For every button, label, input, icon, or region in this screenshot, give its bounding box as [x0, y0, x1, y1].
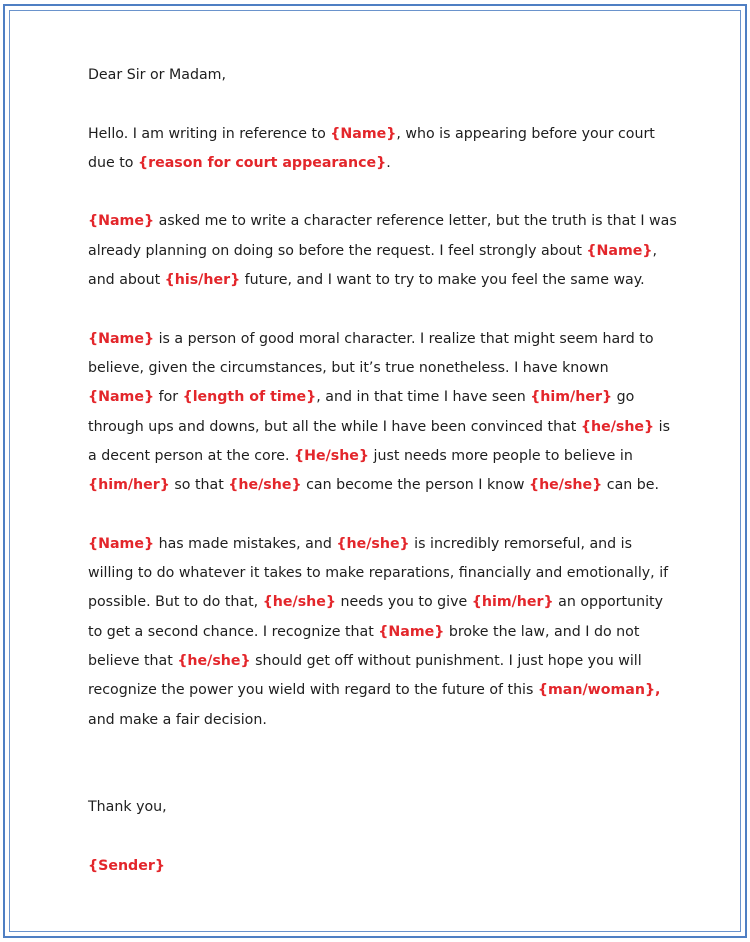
- paragraph-4: {Name} has made mistakes, and {he/she} is incredibly remorseful, and is willing to do whatever it takes to make reparations, financially and emotionally, if possible. But to do that, {he/she} needs you to give {him/her} an opportunity to get a second chance. I recognize that {Name} broke the law, and I do not believe that {he/she} should get off without punishment. I just hope you will recognize the power you wield with regard to the future of this {man/woman}, and make a fair decision.: [88, 535, 669, 728]
- salutation: Dear Sir or Madam,: [88, 67, 226, 83]
- paragraph-1: Hello. I am writing in reference to {Name}, who is appearing before your court due to {reason for court appearance}.: [88, 125, 655, 171]
- placeholder: {Name}: [88, 535, 155, 552]
- paragraph-3: {Name} is a person of good moral character. I realize that might seem hard to believe, given the circumstances, but it’s true nonetheless. I have known {Name} for {length of time}, and in that time I have seen {him/her} go through ups and downs, but all the while I have been convinced that {he/she} is a decent person at the core. {He/she} just needs more people to believe in {him/her} so that {he/she} can become the person I know {he/she} can be.: [88, 330, 670, 494]
- placeholder: {reason for court appearance}: [138, 154, 387, 171]
- placeholder: {Name}: [330, 125, 397, 142]
- placeholder: {he/she}: [580, 418, 655, 435]
- placeholder: {he/she}: [228, 477, 302, 494]
- placeholder: {him/her}: [88, 477, 170, 494]
- placeholder: {his/her}: [164, 272, 241, 289]
- placeholder: {Name}: [88, 330, 155, 347]
- placeholder: {he/she}: [177, 652, 251, 669]
- placeholder: {man/woman},: [537, 682, 661, 699]
- placeholder: {Name}: [88, 389, 155, 406]
- placeholder: {him/her}: [530, 389, 613, 406]
- letter-body: [88, 61, 678, 911]
- placeholder: {he/she}: [262, 594, 336, 611]
- placeholder: {he/she}: [528, 477, 603, 494]
- placeholder: {length of time}: [182, 389, 317, 406]
- placeholder: {Name}: [586, 242, 653, 259]
- spacer: [88, 764, 678, 793]
- placeholder: {He/she}: [293, 447, 370, 464]
- placeholder: {he/she}: [336, 535, 410, 552]
- sender-placeholder: {Sender}: [88, 858, 165, 875]
- closing: Thank you,: [88, 799, 167, 816]
- placeholder: {him/her}: [471, 594, 554, 611]
- placeholder: {Name}: [378, 623, 445, 640]
- paragraph-2: {Name} asked me to write a character reference letter, but the truth is that I was already planning on doing so before the request. I feel strongly about {Name}, and about {his/her} future, and I want to try to make you feel the same way.: [88, 213, 677, 289]
- placeholder: {Name}: [88, 213, 155, 230]
